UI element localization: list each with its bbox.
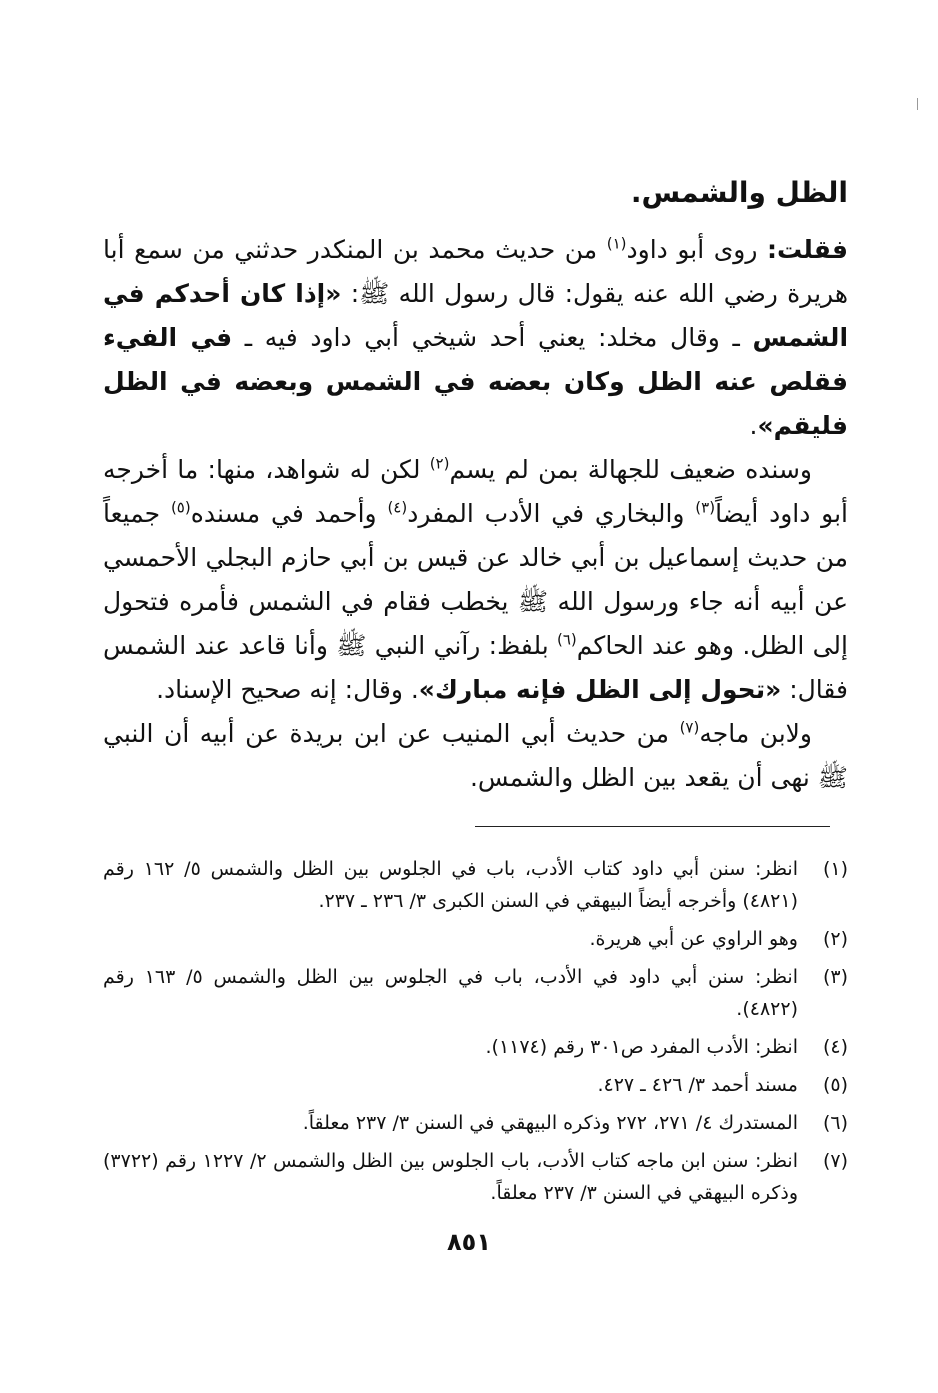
footnote-number: (٢) (822, 928, 848, 950)
hadith-quote: في الفيء فقلص عنه الظل وكان بعضه في الشمس وبعضه في الظل فليقم» (103, 323, 848, 440)
footnote-ref-7: (٧) (679, 718, 700, 737)
footnote-ref-1: (١) (606, 234, 627, 253)
hadith-quote: «تحول إلى الظل فإنه مبارك» (418, 675, 782, 704)
lead-word: فقلت: (766, 235, 848, 264)
footnote (103, 1069, 848, 1101)
paragraph-2 (103, 448, 848, 712)
footnote-number: (٦) (822, 1112, 848, 1134)
text-run: روى أبو داود (626, 235, 767, 264)
page-body (103, 168, 848, 1215)
footnote-text: انظر: سنن أبي داود في الأدب، باب في الجلوس بين الظل والشمس ٥/ ١٦٣ رقم (٤٨٢٢). (103, 966, 798, 1020)
footnote (103, 961, 848, 1025)
footnote (103, 853, 848, 917)
paragraph-3 (103, 712, 848, 800)
footnote-text: انظر: الأدب المفرد ص٣٠١ رقم (١١٧٤). (485, 1036, 798, 1058)
text-run: والبخاري في الأدب المفرد (407, 499, 696, 528)
footnote-number: (٥) (822, 1074, 848, 1096)
text-run: من حديث أبي المنيب عن ابن بريدة عن أبيه أن النبي ﷺ نهى أن يقعد بين الظل والشمس. (103, 719, 848, 792)
footnote (103, 1107, 848, 1139)
footnote-divider (475, 826, 830, 827)
paragraph-1 (103, 228, 848, 448)
footnote-number: (٧) (822, 1150, 848, 1172)
text-run: جميعاً من حديث إسماعيل بن أبي خالد عن قيس بن أبي حازم البجلي الأحمسي عن أبيه أنه جاء ورسول الله ﷺ يخطب فقام في الشمس فأمره فتحول إلى الظل. وهو عند الحاكم (103, 499, 848, 660)
text-run: وسنده ضعيف للجهالة بمن لم يسم (449, 455, 812, 484)
footnote-ref-6: (٦) (557, 630, 577, 649)
text-run: . وقال: إنه صحيح الإسناد. (156, 675, 419, 704)
footnote (103, 1031, 848, 1063)
text-run: لكن له شواهد، منها: ما أخرجه أبو داود أيضاً (103, 455, 848, 528)
footnote-number: (١) (822, 858, 848, 880)
text-run: من حديث محمد بن المنكدر حدثني من سمع أبا هريرة رضي الله عنه يقول: قال رسول الله ﷺ: (103, 235, 849, 308)
footnote-text: انظر: سنن أبي داود كتاب الأدب، باب في الجلوس بين الظل والشمس ٥/ ١٦٢ رقم (٤٨٢١) وأخرجه أيضاً البيهقي في السنن الكبرى ٣/ ٢٣٦ ـ ٢٣٧. (103, 858, 798, 912)
scan-mark (917, 98, 921, 110)
footnote-text: المستدرك ٤/ ٢٧١، ٢٧٢ وذكره البيهقي في السنن ٣/ ٢٣٧ معلقاً. (302, 1112, 798, 1134)
footnote-number: (٣) (822, 966, 848, 988)
text-run: . (749, 411, 758, 440)
footnote (103, 1145, 848, 1209)
hadith-quote: «إذا كان أحدكم في الشمس (103, 279, 849, 352)
footnotes (103, 853, 848, 1209)
text-run: ـ وقال مخلد: يعني أحد شيخي أبي داود فيه ـ (232, 323, 753, 352)
footnote-ref-4: (٤) (387, 498, 408, 517)
footnote-text: مسند أحمد ٣/ ٤٢٦ ـ ٤٢٧. (597, 1074, 798, 1096)
footnote-text: وهو الراوي عن أبي هريرة. (589, 928, 798, 950)
footnote-text: انظر: سنن ابن ماجه كتاب الأدب، باب الجلوس بين الظل والشمس ٢/ ١٢٢٧ رقم (٣٧٢٢) وذكره البيهقي في السنن ٣/ ٢٣٧ معلقاً. (103, 1150, 798, 1204)
text-run: وأحمد في مسنده (190, 499, 388, 528)
text-run: بلفظ: رآني النبي ﷺ وأنا قاعد عند الشمس فقال: (103, 631, 848, 704)
section-heading: الظل والشمس. (630, 176, 848, 209)
footnote-ref-3: (٣) (695, 498, 716, 517)
footnote-ref-5: (٥) (170, 498, 191, 517)
page-number: ٨٥١ (447, 1228, 491, 1256)
footnote-ref-2: (٢) (429, 454, 450, 473)
text-run: ولابن ماجه (699, 719, 813, 748)
footnote (103, 923, 848, 955)
footnote-number: (٤) (822, 1036, 848, 1058)
